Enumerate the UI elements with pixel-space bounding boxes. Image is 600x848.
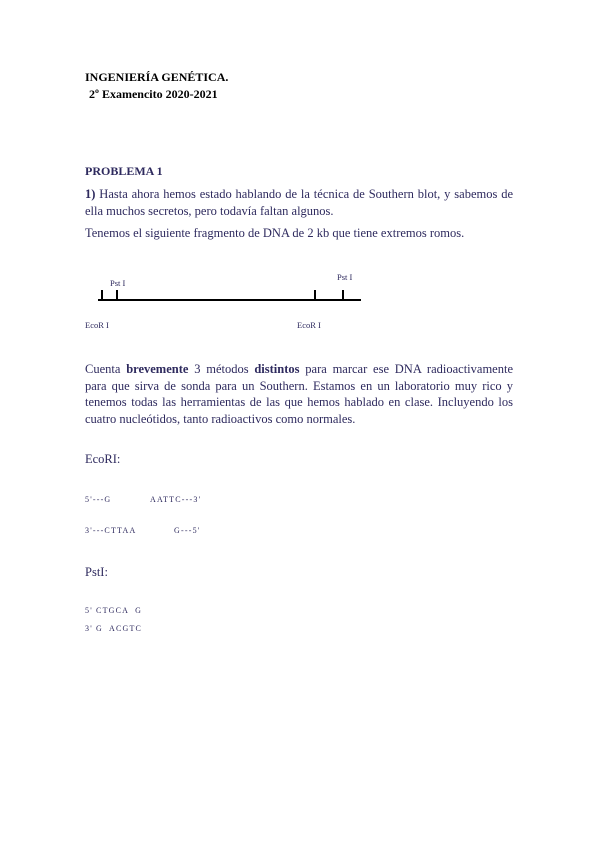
- question-bold-brevemente: brevemente: [126, 362, 189, 376]
- problem-intro-text: Hasta ahora hemos estado hablando de la técnica de Southern blot, y sabemos de ella muchos secretos, pero todavía faltan algunos.: [85, 187, 514, 218]
- psti-label-right: Pst I: [337, 272, 353, 282]
- course-title: INGENIERÍA GENÉTICA.: [85, 70, 229, 84]
- psti-bottom-strand: 3' G ACGTC: [85, 624, 143, 633]
- problem-intro: [85, 186, 513, 219]
- dna-fragment-line: [98, 299, 361, 301]
- ecori-heading: EcoRI:: [85, 452, 121, 466]
- ecori-top-right: AATTC---3': [150, 495, 202, 504]
- question-bold-distintos: distintos: [254, 362, 300, 376]
- psti-top-strand: 5' CTGCA G: [85, 606, 143, 615]
- ecori-label-right: EcoR I: [297, 320, 321, 330]
- problem-title: PROBLEMA 1: [85, 164, 163, 178]
- question-text-1: Cuenta: [85, 362, 127, 376]
- question-paragraph: [85, 361, 513, 427]
- psti-label-left: Pst I: [110, 278, 126, 288]
- ecori-bottom-right: G---5': [174, 526, 201, 535]
- fragment-text: Tenemos el siguiente fragmento de DNA de 2 kb que tiene extremos romos.: [85, 226, 465, 240]
- ecori-site-left-tick: [101, 290, 103, 300]
- psti-site-right-tick: [342, 290, 344, 300]
- psti-site-left-tick: [116, 290, 118, 300]
- ecori-bottom-left: 3'---CTTAA: [85, 526, 137, 535]
- question-text-2: 3 métodos: [188, 362, 255, 376]
- psti-heading: PstI:: [85, 565, 108, 579]
- ecori-top-left: 5'---G: [85, 495, 112, 504]
- ecori-site-right-tick: [314, 290, 316, 300]
- exam-title: 2º Examencito 2020-2021: [89, 87, 218, 101]
- ecori-label-left: EcoR I: [85, 320, 109, 330]
- problem-number: 1): [85, 187, 96, 201]
- question-text-3: para marcar ese DNA radioactivamente para que sirva de sonda para un Southern. Estamos en un laboratorio muy rico y tenemos todas las herramientas de las que hemos hablado en clase. Incluyendo los cuatro nucleótidos, tanto radioactivos como normales.: [85, 362, 513, 426]
